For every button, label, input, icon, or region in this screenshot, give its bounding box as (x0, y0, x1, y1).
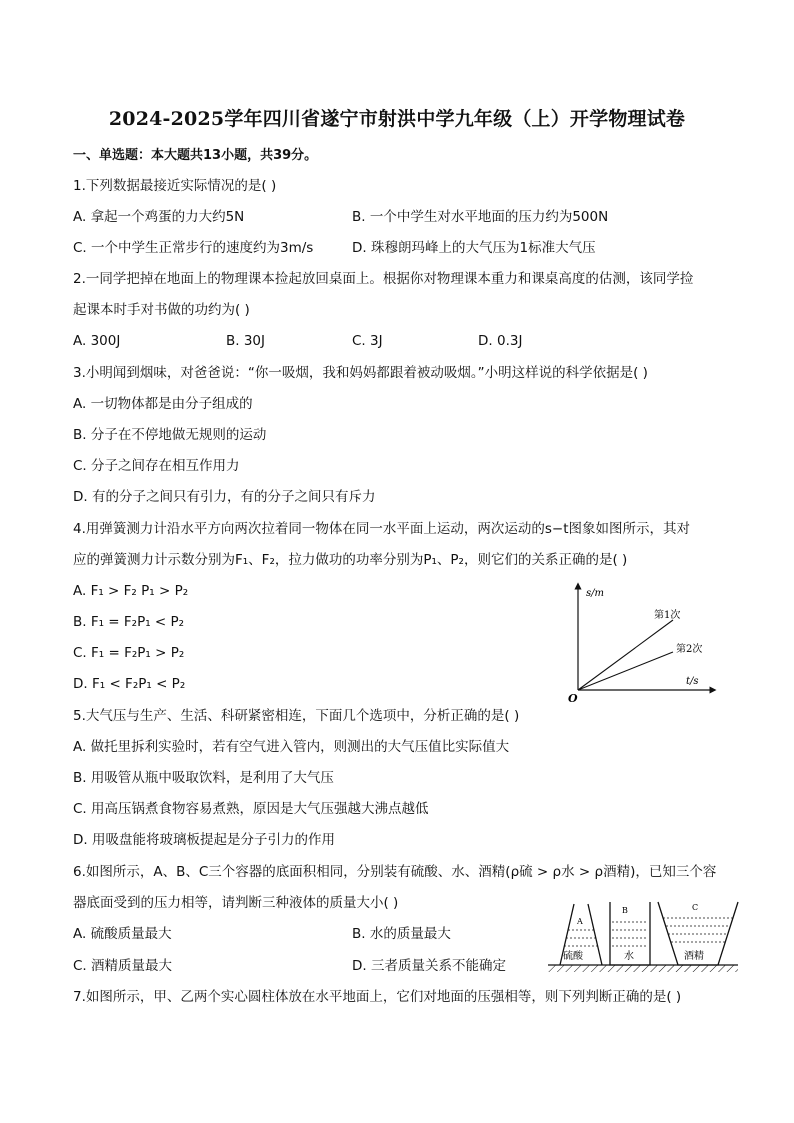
question-7-stem: 7.如图所示，甲、乙两个实心圆柱体放在水平地面上，它们对地面的压强相等，则下列判断正确的是( ) (73, 989, 682, 1005)
container-c-liquid: 酒精 (684, 951, 704, 962)
question-6-stem-line-2: 器底面受到的压力相等，请判断三种液体的质量大小( ) (73, 895, 399, 911)
question-2-option-a: A. 300J (73, 333, 121, 349)
question-3-option-b: B. 分子在不停地做无规则的运动 (73, 427, 267, 443)
question-4-stem-line-1: 4.用弹簧测力计沿水平方向两次拉着同一物体在同一水平面上运动，两次运动的s−t图象如图所示，其对 (73, 521, 691, 537)
container-c (658, 902, 738, 965)
container-a-liquid: 硫酸 (563, 951, 583, 962)
ground-hatch (548, 965, 738, 972)
question-5-option-a: A. 做托里拆利实验时，若有空气进入管内，则测出的大气压值比实际值大 (73, 739, 510, 755)
question-2-option-d: D. 0.3J (478, 333, 523, 349)
container-b (610, 902, 650, 965)
containers-figure (546, 898, 742, 976)
question-4-option-c: C. F₁ = F₂P₁ > P₂ (73, 645, 185, 661)
question-1-option-b: B. 一个中学生对水平地面的压力约为500N (352, 209, 609, 225)
section-heading: 一、单选题：本大题共13小题，共39分。 (73, 148, 318, 163)
line-first-trial (578, 620, 673, 690)
question-1-option-c: C. 一个中学生正常步行的速度约为3m/s (73, 240, 314, 256)
question-2-stem-line-1: 2.一同学把掉在地面上的物理课本捡起放回桌面上。根据你对物理课本重力和课桌高度的估测，该同学捡 (73, 271, 694, 287)
question-5-option-d: D. 用吸盘能将玻璃板提起是分子引力的作用 (73, 832, 335, 848)
container-c-label: C (692, 903, 699, 912)
question-4-option-b: B. F₁ = F₂P₁ < P₂ (73, 614, 185, 630)
question-6-option-c: C. 酒精质量最大 (73, 958, 173, 974)
question-2-option-c: C. 3J (352, 333, 383, 349)
question-1-option-d: D. 珠穆朗玛峰上的大气压为1标准大气压 (352, 240, 596, 256)
line-second-label: 第2次 (676, 644, 703, 655)
question-6-stem-line-1: 6.如图所示，A、B、C三个容器的底面积相同，分别装有硫酸、水、酒精(ρ硫 > ρ水 > ρ酒精)，已知三个容 (73, 864, 717, 880)
question-6-option-a: A. 硫酸质量最大 (73, 926, 172, 942)
container-b-label: B (622, 906, 628, 915)
question-5-option-c: C. 用高压锅煮食物容易煮熟，原因是大气压强越大沸点越低 (73, 801, 429, 817)
question-2-option-b: B. 30J (226, 333, 266, 349)
question-3-option-d: D. 有的分子之间只有引力，有的分子之间只有斥力 (73, 489, 376, 505)
st-graph-figure (558, 580, 718, 704)
origin-label: O (568, 692, 578, 704)
question-6-option-b: B. 水的质量最大 (352, 926, 451, 942)
container-b-liquid: 水 (624, 951, 634, 962)
container-a-label: A (577, 917, 583, 926)
question-1-stem: 1.下列数据最接近实际情况的是( ) (73, 178, 277, 194)
question-3-stem: 3.小明闻到烟味，对爸爸说：“你一吸烟，我和妈妈都跟着被动吸烟。”小明这样说的科学依据是( ) (73, 365, 648, 381)
s-axis-label: s/m (586, 588, 604, 599)
question-2-stem-line-2: 起课本时手对书做的功约为( ) (73, 302, 250, 318)
t-axis-label: t/s (686, 676, 699, 687)
question-6-option-d: D. 三者质量关系不能确定 (352, 958, 506, 974)
question-1-option-a: A. 拿起一个鸡蛋的力大约5N (73, 209, 245, 225)
question-5-stem: 5.大气压与生产、生活、科研紧密相连，下面几个选项中，分析正确的是( ) (73, 708, 520, 724)
question-4-option-a: A. F₁ > F₂ P₁ > P₂ (73, 583, 189, 599)
question-5-option-b: B. 用吸管从瓶中吸取饮料，是利用了大气压 (73, 770, 334, 786)
question-3-option-a: A. 一切物体都是由分子组成的 (73, 396, 253, 412)
question-3-option-c: C. 分子之间存在相互作用力 (73, 458, 240, 474)
line-first-label: 第1次 (654, 610, 681, 621)
exam-title: 2024-2025学年四川省遂宁市射洪中学九年级（上）开学物理试卷 (108, 108, 686, 130)
container-a (560, 904, 602, 965)
line-second-trial (578, 652, 673, 690)
question-4-stem-line-2: 应的弹簧测力计示数分别为F₁、F₂，拉力做功的功率分别为P₁、P₂，则它们的关系正确的是( ) (73, 552, 628, 568)
question-4-option-d: D. F₁ < F₂P₁ < P₂ (73, 676, 186, 692)
